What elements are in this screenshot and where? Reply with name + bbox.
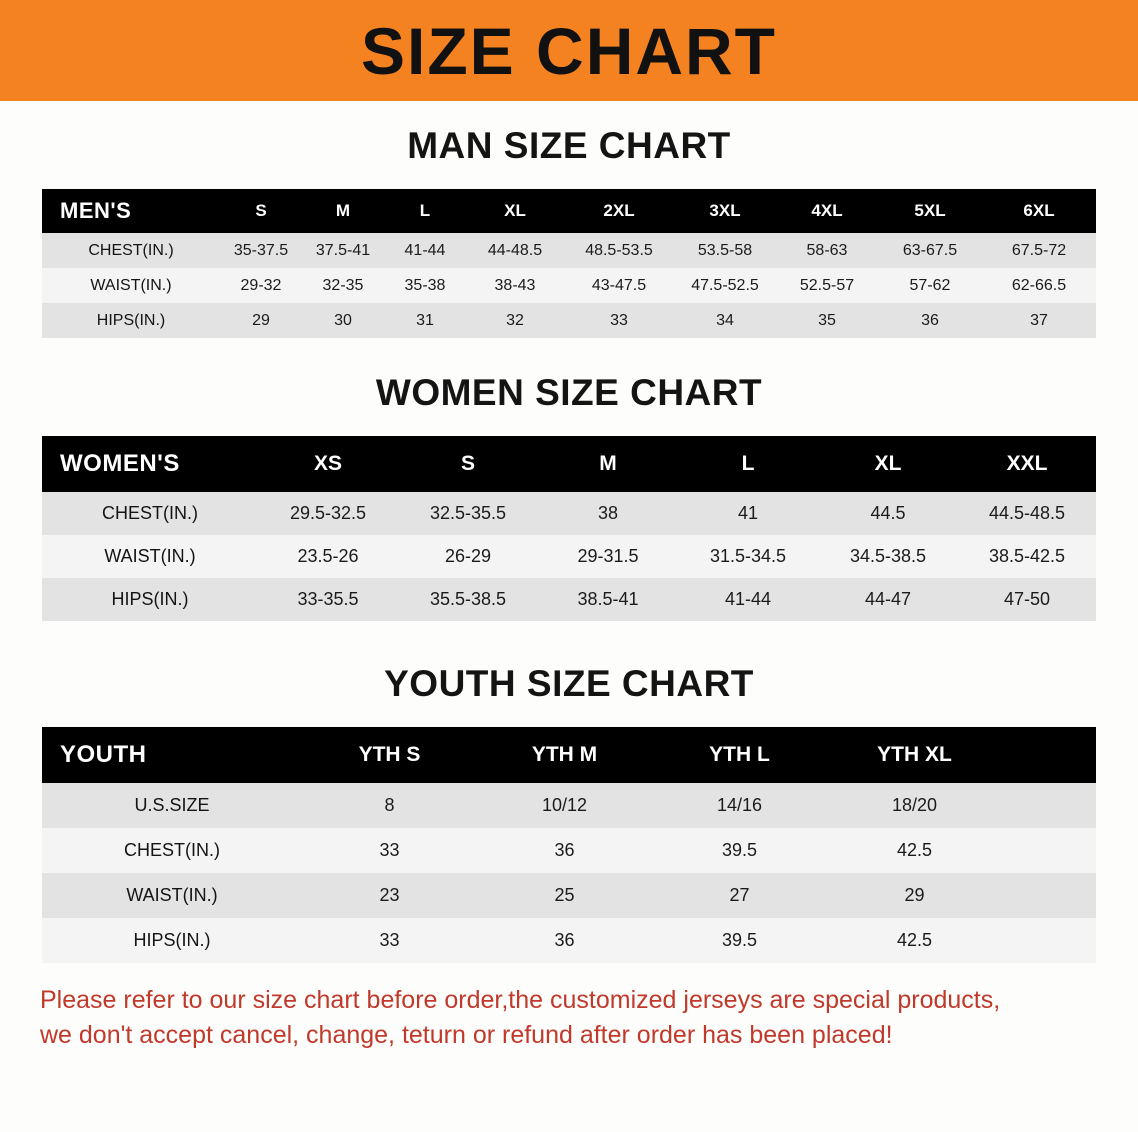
man-header-cell-5: 2XL bbox=[603, 201, 635, 220]
youth-row-3-cell-3: 42.5 bbox=[896, 930, 933, 950]
youth-size-table bbox=[42, 727, 1096, 963]
table-row bbox=[42, 578, 1096, 621]
man-header-cell-2: M bbox=[335, 201, 351, 220]
women-row-0-cell-3: 41 bbox=[737, 503, 759, 523]
man-row-0-cell-7: 63-67.5 bbox=[902, 241, 958, 259]
youth-header-spacer bbox=[1002, 727, 1096, 783]
youth-header-cell-0: YOUTH bbox=[60, 741, 147, 768]
man-row-0-label: CHEST(IN.) bbox=[88, 241, 174, 259]
youth-row-0-cell-1: 10/12 bbox=[541, 795, 588, 815]
man-row-0-cell-1: 37.5-41 bbox=[315, 241, 371, 259]
youth-row-1-cell-1: 36 bbox=[554, 840, 575, 860]
women-row-1-cell-0: 23.5-26 bbox=[297, 546, 359, 566]
women-row-1-cell-1: 26-29 bbox=[444, 546, 492, 566]
man-header-cell-9: 6XL bbox=[1023, 201, 1055, 220]
youth-row-2-cell-1: 25 bbox=[554, 885, 575, 905]
women-row-2-cell-5: 47-50 bbox=[1003, 589, 1051, 609]
youth-row-1-label: CHEST(IN.) bbox=[124, 840, 220, 860]
women-row-1-cell-3: 31.5-34.5 bbox=[709, 546, 787, 566]
man-row-2-cell-8: 37 bbox=[1030, 311, 1048, 329]
women-row-2-cell-4: 44-47 bbox=[864, 589, 912, 609]
man-row-1-cell-8: 62-66.5 bbox=[1011, 276, 1067, 294]
man-row-2-cell-0: 29 bbox=[252, 311, 270, 329]
man-row-1-cell-4: 43-47.5 bbox=[591, 276, 647, 294]
table-row bbox=[42, 918, 1096, 963]
man-header-cell-4: XL bbox=[504, 201, 526, 220]
women-header-cell-4: L bbox=[741, 452, 755, 475]
table-row bbox=[42, 268, 1096, 303]
youth-row-0-cell-3: 18/20 bbox=[891, 795, 938, 815]
women-row-0-cell-2: 38 bbox=[597, 503, 619, 523]
man-row-2-cell-5: 34 bbox=[716, 311, 734, 329]
man-row-1-cell-1: 32-35 bbox=[322, 276, 364, 294]
man-row-0-cell-6: 58-63 bbox=[806, 241, 848, 259]
youth-row-0-cell-2: 14/16 bbox=[716, 795, 763, 815]
youth-header-cell-4: YTH XL bbox=[877, 743, 952, 766]
women-header-cell-3: M bbox=[599, 452, 617, 475]
banner bbox=[0, 0, 1138, 101]
women-row-1-cell-2: 29-31.5 bbox=[577, 546, 639, 566]
table-row bbox=[42, 783, 1096, 828]
youth-row-2-cell-0: 23 bbox=[379, 885, 400, 905]
women-table-header-row bbox=[42, 436, 1096, 492]
man-row-0-cell-5: 53.5-58 bbox=[697, 241, 753, 259]
man-table-header-row bbox=[42, 189, 1096, 233]
man-table-wrap bbox=[0, 189, 1138, 338]
man-header-cell-1: S bbox=[255, 201, 267, 220]
man-row-0-cell-2: 41-44 bbox=[404, 241, 446, 259]
youth-row-2-label: WAIST(IN.) bbox=[126, 885, 218, 905]
youth-row-1-cell-3: 42.5 bbox=[896, 840, 933, 860]
man-header-cell-7: 4XL bbox=[811, 201, 843, 220]
women-header-cell-2: S bbox=[460, 452, 475, 475]
man-row-1-cell-0: 29-32 bbox=[240, 276, 282, 294]
women-row-2-cell-1: 35.5-38.5 bbox=[429, 589, 507, 609]
youth-table-wrap bbox=[0, 727, 1138, 963]
women-header-cell-6: XXL bbox=[1006, 452, 1048, 475]
women-header-cell-1: XS bbox=[313, 452, 342, 475]
table-row bbox=[42, 233, 1096, 268]
man-header-cell-8: 5XL bbox=[914, 201, 946, 220]
man-header-cell-6: 3XL bbox=[709, 201, 741, 220]
women-row-0-cell-0: 29.5-32.5 bbox=[289, 503, 367, 523]
women-row-2-cell-0: 33-35.5 bbox=[297, 589, 359, 609]
women-row-2-cell-2: 38.5-41 bbox=[577, 589, 639, 609]
women-size-table bbox=[42, 436, 1096, 621]
women-header-cell-0: WOMEN'S bbox=[60, 450, 180, 477]
women-row-0-label: CHEST(IN.) bbox=[102, 503, 198, 523]
table-row bbox=[42, 492, 1096, 535]
youth-section-heading: YOUTH SIZE CHART bbox=[384, 663, 754, 704]
man-header-cell-3: L bbox=[419, 201, 431, 220]
women-row-0-cell-1: 32.5-35.5 bbox=[429, 503, 507, 523]
youth-header-cell-2: YTH M bbox=[531, 743, 598, 766]
table-row bbox=[42, 873, 1096, 918]
man-row-2-cell-2: 31 bbox=[416, 311, 434, 329]
youth-row-2-cell-2: 27 bbox=[729, 885, 750, 905]
youth-row-1-cell-0: 33 bbox=[379, 840, 400, 860]
youth-row-1-cell-2: 39.5 bbox=[721, 840, 758, 860]
man-row-0-cell-8: 67.5-72 bbox=[1011, 241, 1067, 259]
youth-row-3-cell-0: 33 bbox=[379, 930, 400, 950]
man-row-2-cell-1: 30 bbox=[334, 311, 352, 329]
man-row-2-cell-7: 36 bbox=[921, 311, 939, 329]
youth-row-0-spacer bbox=[1002, 783, 1096, 828]
policy-note bbox=[0, 983, 1138, 1052]
man-row-0-cell-4: 48.5-53.5 bbox=[585, 241, 653, 259]
women-row-0-cell-5: 44.5-48.5 bbox=[988, 503, 1066, 523]
women-row-2-label: HIPS(IN.) bbox=[111, 589, 189, 609]
man-row-0-cell-3: 44-48.5 bbox=[487, 241, 543, 259]
women-row-1-cell-4: 34.5-38.5 bbox=[849, 546, 927, 566]
youth-table-header-row bbox=[42, 727, 1096, 783]
man-row-1-cell-2: 35-38 bbox=[404, 276, 446, 294]
youth-header-cell-3: YTH L bbox=[709, 743, 770, 766]
youth-row-3-spacer bbox=[1002, 918, 1096, 963]
man-row-1-cell-3: 38-43 bbox=[494, 276, 536, 294]
table-row bbox=[42, 828, 1096, 873]
youth-row-3-cell-2: 39.5 bbox=[721, 930, 758, 950]
man-row-1-label: WAIST(IN.) bbox=[90, 276, 172, 294]
man-header-cell-0: MEN'S bbox=[60, 198, 132, 223]
youth-row-3-label: HIPS(IN.) bbox=[133, 930, 211, 950]
youth-row-0-label: U.S.SIZE bbox=[134, 795, 210, 815]
women-table-wrap bbox=[0, 436, 1138, 621]
man-row-2-label: HIPS(IN.) bbox=[96, 311, 166, 329]
man-row-2-cell-3: 32 bbox=[506, 311, 524, 329]
man-row-2-cell-6: 35 bbox=[818, 311, 836, 329]
policy-note-line-2: we don't accept cancel, change, teturn or refund after order has been placed! bbox=[40, 1020, 893, 1049]
policy-note-line-1: Please refer to our size chart before order,the customized jerseys are special products, bbox=[40, 986, 1001, 1014]
women-section-heading: WOMEN SIZE CHART bbox=[375, 372, 763, 413]
youth-header-cell-1: YTH S bbox=[358, 743, 421, 766]
table-row bbox=[42, 303, 1096, 338]
table-row bbox=[42, 535, 1096, 578]
women-row-1-cell-5: 38.5-42.5 bbox=[988, 546, 1066, 566]
women-header-cell-5: XL bbox=[874, 452, 902, 475]
man-row-1-cell-7: 57-62 bbox=[909, 276, 951, 294]
youth-row-0-cell-0: 8 bbox=[384, 795, 395, 815]
women-row-0-cell-4: 44.5 bbox=[870, 503, 906, 523]
youth-row-3-cell-1: 36 bbox=[554, 930, 575, 950]
women-row-1-label: WAIST(IN.) bbox=[104, 546, 196, 566]
page-title: SIZE CHART bbox=[361, 13, 777, 88]
youth-row-1-spacer bbox=[1002, 828, 1096, 873]
man-row-1-cell-5: 47.5-52.5 bbox=[691, 276, 759, 294]
youth-row-2-cell-3: 29 bbox=[904, 885, 925, 905]
women-row-2-cell-3: 41-44 bbox=[724, 589, 772, 609]
man-row-2-cell-4: 33 bbox=[610, 311, 628, 329]
man-row-1-cell-6: 52.5-57 bbox=[799, 276, 855, 294]
man-row-0-cell-0: 35-37.5 bbox=[233, 241, 289, 259]
youth-row-2-spacer bbox=[1002, 873, 1096, 918]
man-size-table bbox=[42, 189, 1096, 338]
man-section-heading: MAN SIZE CHART bbox=[407, 125, 731, 166]
